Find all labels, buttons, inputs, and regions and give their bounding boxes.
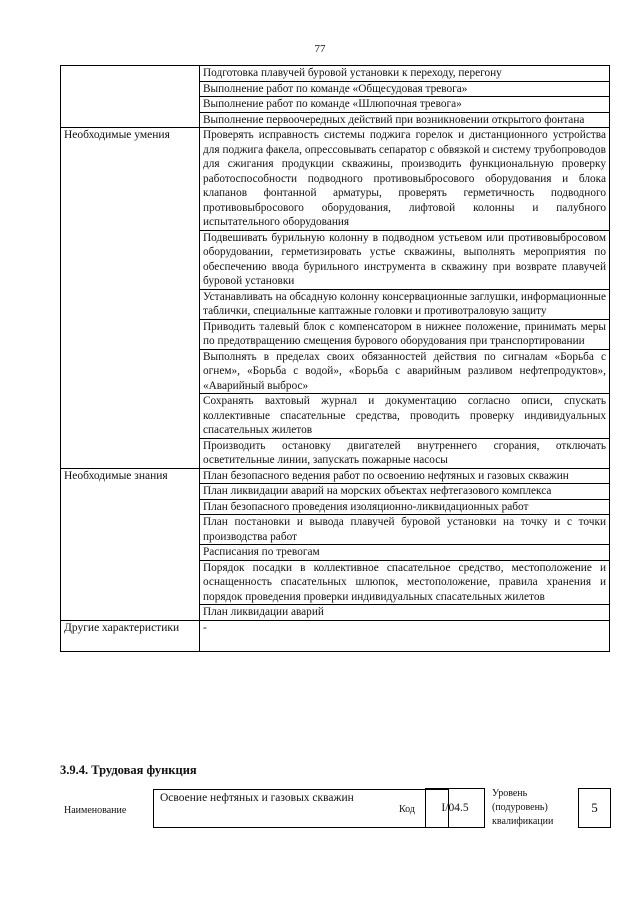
list-item: - — [200, 620, 610, 651]
list-item: Порядок посадки в коллективное спасательное средство, местоположение и оснащенность спасательных шлюпок, местоположение, правила хранения и порядок проведения проверки индивидуальных спасательных жилетов — [200, 560, 610, 605]
level-label: Уровень (подуровень) квалификации — [492, 788, 554, 827]
list-item: Выполнять в пределах своих обязанностей действия по сигналам «Борьба с огнем», «Борьба с водой», «Борьба с аварийным разливом нефтепродуктов», «Аварийный выброс» — [200, 349, 610, 394]
level-value: 5 — [578, 788, 611, 828]
list-item: Выполнение первоочередных действий при возникновении открытого фонтана — [200, 112, 610, 128]
work-function-header — [60, 786, 620, 836]
list-item: План безопасного проведения изоляционно-ликвидационных работ — [200, 499, 610, 515]
row-label-other: Другие характеристики — [61, 620, 200, 651]
row-label-knowledge: Необходимые знания — [61, 468, 200, 620]
list-item: План ликвидации аварий на морских объектах нефтегазового комплекса — [200, 484, 610, 500]
code-value: I/04.5 — [425, 788, 485, 828]
table-row — [61, 128, 610, 231]
table-row — [61, 620, 610, 651]
list-item: Приводить талевый блок с компенсатором в нижнее положение, принимать меры по предотвращению смещения бурового оборудования при транспортировании — [200, 319, 610, 349]
name-label: Наименование — [64, 805, 127, 816]
list-item: Производить остановку двигателей внутреннего сгорания, отключать осветительные линии, запускать пожарные насосы — [200, 438, 610, 468]
list-item: Подготовка плавучей буровой установки к переходу, перегону — [200, 66, 610, 82]
section-title: 3.9.4. Трудовая функция — [60, 763, 197, 777]
list-item: Устанавливать на обсадную колонну консервационные заглушки, информационные таблички, специальные каптажные головки и противотраловую защиту — [200, 289, 610, 319]
list-item: Выполнение работ по команде «Шлюпочная тревога» — [200, 97, 610, 113]
list-item: План постановки и вывода плавучей буровой установки на точку и с точки производства работ — [200, 515, 610, 545]
list-item: План безопасного ведения работ по освоению нефтяных и газовых скважин — [200, 468, 610, 484]
work-function-table — [60, 65, 610, 652]
list-item: Расписания по тревогам — [200, 545, 610, 561]
list-item: Проверять исправность системы поджига горелок и дистанционного устройства для поджига факела, опрессовывать сепаратор с обвязкой и систему трубопроводов для сжигания продукции скважины, производить функциональную проверку работоспособности подводного противовыбросового оборудования и блока клапанов фонтанной арматуры, проверять герметичность подводного противовыбросового оборудования, лифтовой колонны и палубного испытательного оборудования — [200, 128, 610, 231]
list-item: Выполнение работ по команде «Общесудовая тревога» — [200, 81, 610, 97]
row-label-skills: Необходимые умения — [61, 128, 200, 469]
row-label — [61, 66, 200, 128]
name-value: Освоение нефтяных и газовых скважин — [153, 789, 449, 828]
list-item: План ликвидации аварий — [200, 605, 610, 621]
table-row — [61, 468, 610, 484]
page-number: 77 — [314, 43, 326, 55]
table-row — [61, 66, 610, 82]
list-item: Сохранять вахтовый журнал и документацию согласно описи, спускать коллективные спасательные средства, проводить проверку индивидуальных спасательных жилетов — [200, 394, 610, 439]
list-item: Подвешивать бурильную колонну в подводном устьевом или противовыбросовом оборудовании, герметизировать устье скважины, выполнять мероприятия по обеспечению ввода бурильного инструмента в скважину при возврате плавучей буровой установки — [200, 230, 610, 289]
code-label: Код — [399, 804, 415, 815]
